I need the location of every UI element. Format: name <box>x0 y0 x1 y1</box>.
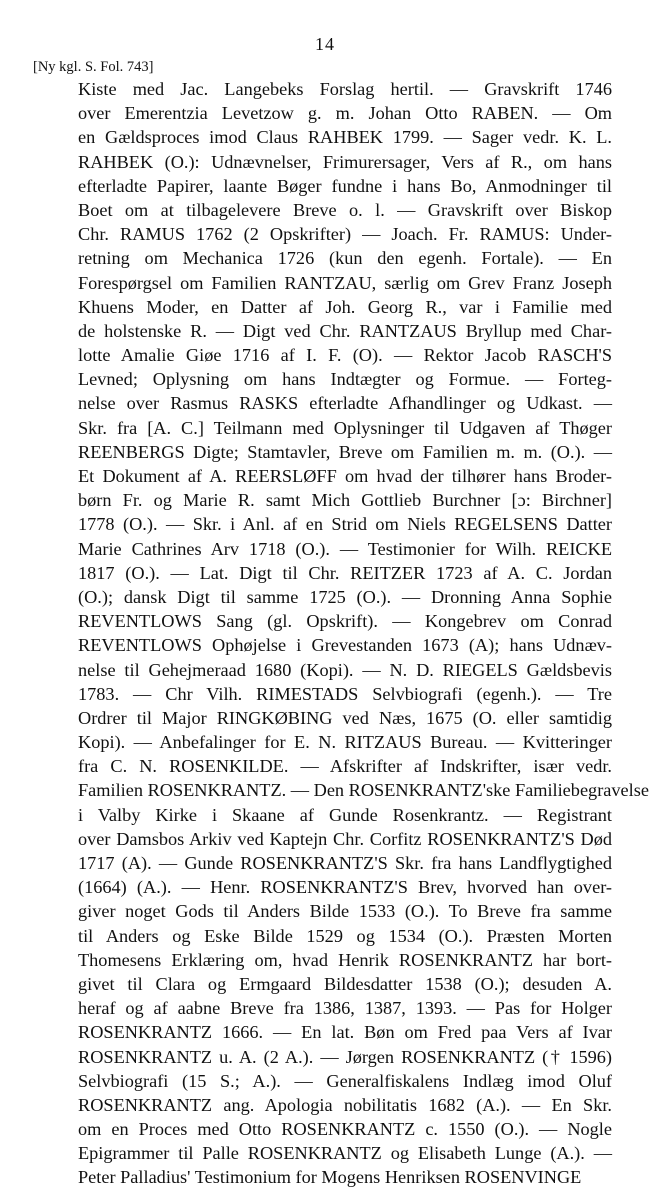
text-line: giver noget Gods til Anders Bilde 1533 (O.). To Breve fra samme <box>78 901 612 922</box>
text-line: Ordrer til Major RINGKØBING ved Næs, 1675 (O. eller samtidig <box>78 707 612 728</box>
text-line: Kopi). — Anbefalinger for E. N. RITZAUS Bureau. — Kvitteringer <box>78 732 612 753</box>
text-line: heraf og af aabne Breve fra 1386, 1387, 1393. — Pas for Holger <box>78 998 612 1019</box>
text-line: (1664) (A.). — Henr. ROSENKRANTZ'S Brev, hvorved han over- <box>78 877 612 898</box>
text-line: de holstenske R. — Digt ved Chr. RANTZAUS Bryllup med Char- <box>78 320 612 341</box>
text-line: (O.); dansk Digt til samme 1725 (O.). — Dronning Anna Sophie <box>78 586 612 607</box>
text-line: lotte Amalie Giøe 1716 af I. F. (O). — Rektor Jacob RASCH'S <box>78 345 612 366</box>
text-line: REENBERGS Digte; Stamtavler, Breve om Familien m. m. (O.). — <box>78 441 612 462</box>
text-line: Et Dokument af A. REERSLØFF om hvad der tilhører hans Broder- <box>78 466 612 486</box>
text-line: ROSENKRANTZ ang. Apologia nobilitatis 1682 (A.). — En Skr. <box>78 1094 612 1115</box>
text-line: over Emerentzia Levetzow g. m. Johan Otto RABEN. — Om <box>78 103 612 124</box>
text-line: om en Proces med Otto ROSENKRANTZ c. 1550 (O.). — Nogle <box>78 1119 612 1140</box>
text-line: 1717 (A). — Gunde ROSENKRANTZ'S Skr. fra hans Landflygtighed <box>78 853 612 873</box>
text-line: 1817 (O.). — Lat. Digt til Chr. REITZER 1723 af A. C. Jordan <box>78 562 612 583</box>
text-line: Khuens Moder, en Datter af Joh. Georg R., var i Familie med <box>78 296 612 317</box>
text-line: Familien ROSENKRANTZ. — Den ROSENKRANTZ'ske Familiebegravelse <box>78 780 649 801</box>
text-line: Epigrammer til Palle ROSENKRANTZ og Elisabeth Lunge (A.). — <box>78 1143 612 1164</box>
text-line: Chr. RAMUS 1762 (2 Opskrifter) — Joach. Fr. RAMUS: Under- <box>78 224 612 245</box>
text-line: ROSENKRANTZ 1666. — En lat. Bøn om Fred paa Vers af Ivar <box>78 1022 612 1043</box>
text-line: Levned; Oplysning om hans Indtægter og Formue. — Forteg- <box>78 369 612 390</box>
text-line: Kiste med Jac. Langebeks Forslag hertil. — Gravskrift 1746 <box>78 79 612 99</box>
text-line: Selvbiografi (15 S.; A.). — Generalfiskalens Indlæg imod Oluf <box>78 1070 612 1091</box>
page-number: 14 <box>315 34 335 54</box>
text-line: REVENTLOWS Ophøjelse i Grevestanden 1673 (A); hans Udnæv- <box>78 635 612 656</box>
text-line: nelse til Gehejmeraad 1680 (Kopi). — N. D. RIEGELS Gældsbevis <box>78 659 612 680</box>
catalog-entry-text <box>78 77 649 1190</box>
text-line: 1778 (O.). — Skr. i Anl. af en Strid om Niels REGELSENS Datter <box>78 514 612 535</box>
text-line: Skr. fra [A. C.] Teilmann med Oplysninger til Udgaven af Thøger <box>78 417 612 438</box>
text-line: Marie Cathrines Arv 1718 (O.). — Testimonier for Wilh. REICKE <box>78 538 612 559</box>
text-line: børn Fr. og Marie R. samt Mich Gottlieb Burchner [ɔ: Birchner] <box>78 490 612 511</box>
text-line: REVENTLOWS Sang (gl. Opskrift). — Kongebrev om Conrad <box>78 611 612 632</box>
text-line: i Valby Kirke i Skaane af Gunde Rosenkrantz. — Registrant <box>78 804 612 825</box>
text-line: ROSENKRANTZ u. A. (2 A.). — Jørgen ROSENKRANTZ († 1596) <box>78 1046 612 1067</box>
text-line: 1783. — Chr Vilh. RIMESTADS Selvbiografi (egenh.). — Tre <box>78 683 612 704</box>
text-line: en Gældsproces imod Claus RAHBEK 1799. — Sager vedr. K. L. <box>78 127 612 148</box>
text-line: til Anders og Eske Bilde 1529 og 1534 (O.). Præsten Morten <box>78 925 612 946</box>
text-line: efterladte Papirer, laante Bøger fundne i hans Bo, Anmodninger til <box>78 175 612 196</box>
text-line: Peter Palladius' Testimonium for Mogens Henriksen ROSENVINGE <box>78 1167 582 1188</box>
text-line: Boet om at tilbagelevere Breve o. l. — Gravskrift over Biskop <box>78 199 612 220</box>
text-line: Forespørgsel om Familien RANTZAU, særlig om Grev Franz Joseph <box>78 272 612 293</box>
text-line: over Damsbos Arkiv ved Kaptejn Chr. Corfitz ROSENKRANTZ'S Død <box>78 828 612 849</box>
text-line: retning om Mechanica 1726 (kun den egenh. Fortale). — En <box>78 248 612 269</box>
text-line: nelse over Rasmus RASKS efterladte Afhandlinger og Udkast. — <box>78 393 612 414</box>
text-line: RAHBEK (O.): Udnævnelser, Frimurersager, Vers af R., om hans <box>78 151 612 172</box>
text-line: givet til Clara og Ermgaard Bildesdatter 1538 (O.); desuden A. <box>78 973 612 994</box>
shelfmark-reference: [Ny kgl. S. Fol. 743] <box>33 59 154 75</box>
text-line: fra C. N. ROSENKILDE. — Afskrifter af Indskrifter, især vedr. <box>78 756 612 777</box>
text-line: Thomesens Erklæring om, hvad Henrik ROSENKRANTZ har bort- <box>78 949 612 970</box>
